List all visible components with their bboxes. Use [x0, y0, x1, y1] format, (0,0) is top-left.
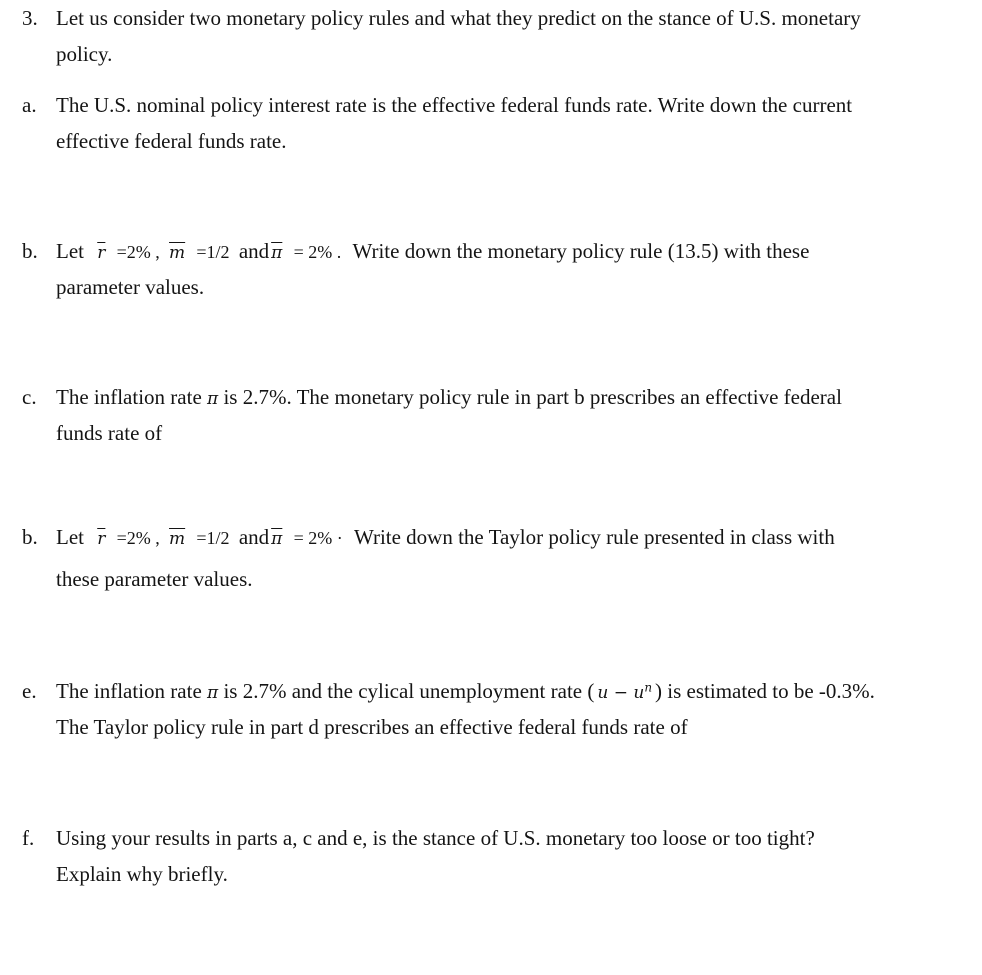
pi-bar-symbol: $\overline{\pi}$ — [271, 243, 283, 263]
part-c-pre: The inflation rate — [56, 385, 202, 409]
part-b-line-2: parameter values. — [56, 275, 205, 299]
part-e-pre: The inflation rate — [56, 679, 202, 703]
pi-bar-symbol: $\overline{\pi}$ — [271, 529, 283, 549]
part-e-label: e. — [22, 679, 37, 703]
part-a-label: a. — [22, 93, 37, 117]
m-value: =1/2 — [196, 528, 230, 548]
and-text: and — [238, 525, 270, 549]
part-c-post: is 2.7%. The monetary policy rule in part b prescribes an effective federal — [223, 385, 842, 409]
part-f-line-2: Explain why briefly. — [56, 862, 228, 886]
part-d-label: b. — [22, 525, 38, 549]
m-bar-symbol: $\overline{m}$ — [169, 243, 186, 263]
cyclical-unemployment-expr — [597, 680, 653, 703]
part-d-rest: Write down the Taylor policy rule presented in class with — [353, 525, 835, 549]
part-e-line-2: The Taylor policy rule in part d prescribes an effective federal funds rate of — [56, 715, 688, 739]
r-bar-symbol: $\overline{r}$ — [97, 243, 106, 263]
part-e-post: ) is estimated to be -0.3%. — [655, 679, 875, 703]
pi-symbol: π — [207, 389, 219, 409]
part-d-line-2: these parameter values. — [56, 567, 253, 591]
part-d-line-1 — [56, 525, 835, 550]
part-e-line-1 — [56, 679, 875, 704]
part-c-line-1 — [56, 385, 842, 410]
and-text: and — [238, 239, 270, 263]
part-c-label: c. — [22, 385, 37, 409]
let-text: Let — [56, 239, 84, 263]
part-e-mid: is 2.7% and the cylical unemployment rate ( — [223, 679, 595, 703]
r-value: =2% , — [116, 528, 160, 548]
part-c-line-2: funds rate of — [56, 421, 163, 445]
r-value: =2% , — [116, 242, 160, 262]
let-text: Let — [56, 525, 84, 549]
question-3-line-1: Let us consider two monetary policy rules and what they predict on the stance of U.S. monetary — [56, 6, 861, 30]
part-b-rest: Write down the monetary policy rule (13.5) with these — [352, 239, 810, 263]
question-number: 3. — [22, 6, 38, 30]
pi-value: = 2% . — [293, 242, 342, 262]
u-expression: u − u — [597, 683, 645, 703]
r-bar-symbol: $\overline{r}$ — [97, 529, 106, 549]
natural-rate-superscript: n — [644, 680, 653, 695]
part-f-line-1: Using your results in parts a, c and e, is the stance of U.S. monetary too loose or too tight? — [56, 826, 815, 850]
question-3-line-2: policy. — [56, 42, 113, 66]
part-b-line-1 — [56, 239, 809, 264]
part-f-label: f. — [22, 826, 35, 850]
pi-value: = 2% · — [293, 528, 343, 548]
part-a-line-2: effective federal funds rate. — [56, 129, 287, 153]
part-b-label: b. — [22, 239, 38, 263]
pi-symbol: π — [207, 683, 219, 703]
m-value: =1/2 — [196, 242, 230, 262]
m-bar-symbol: $\overline{m}$ — [169, 529, 186, 549]
part-a-line-1: The U.S. nominal policy interest rate is the effective federal funds rate. Write down the current — [56, 93, 853, 117]
